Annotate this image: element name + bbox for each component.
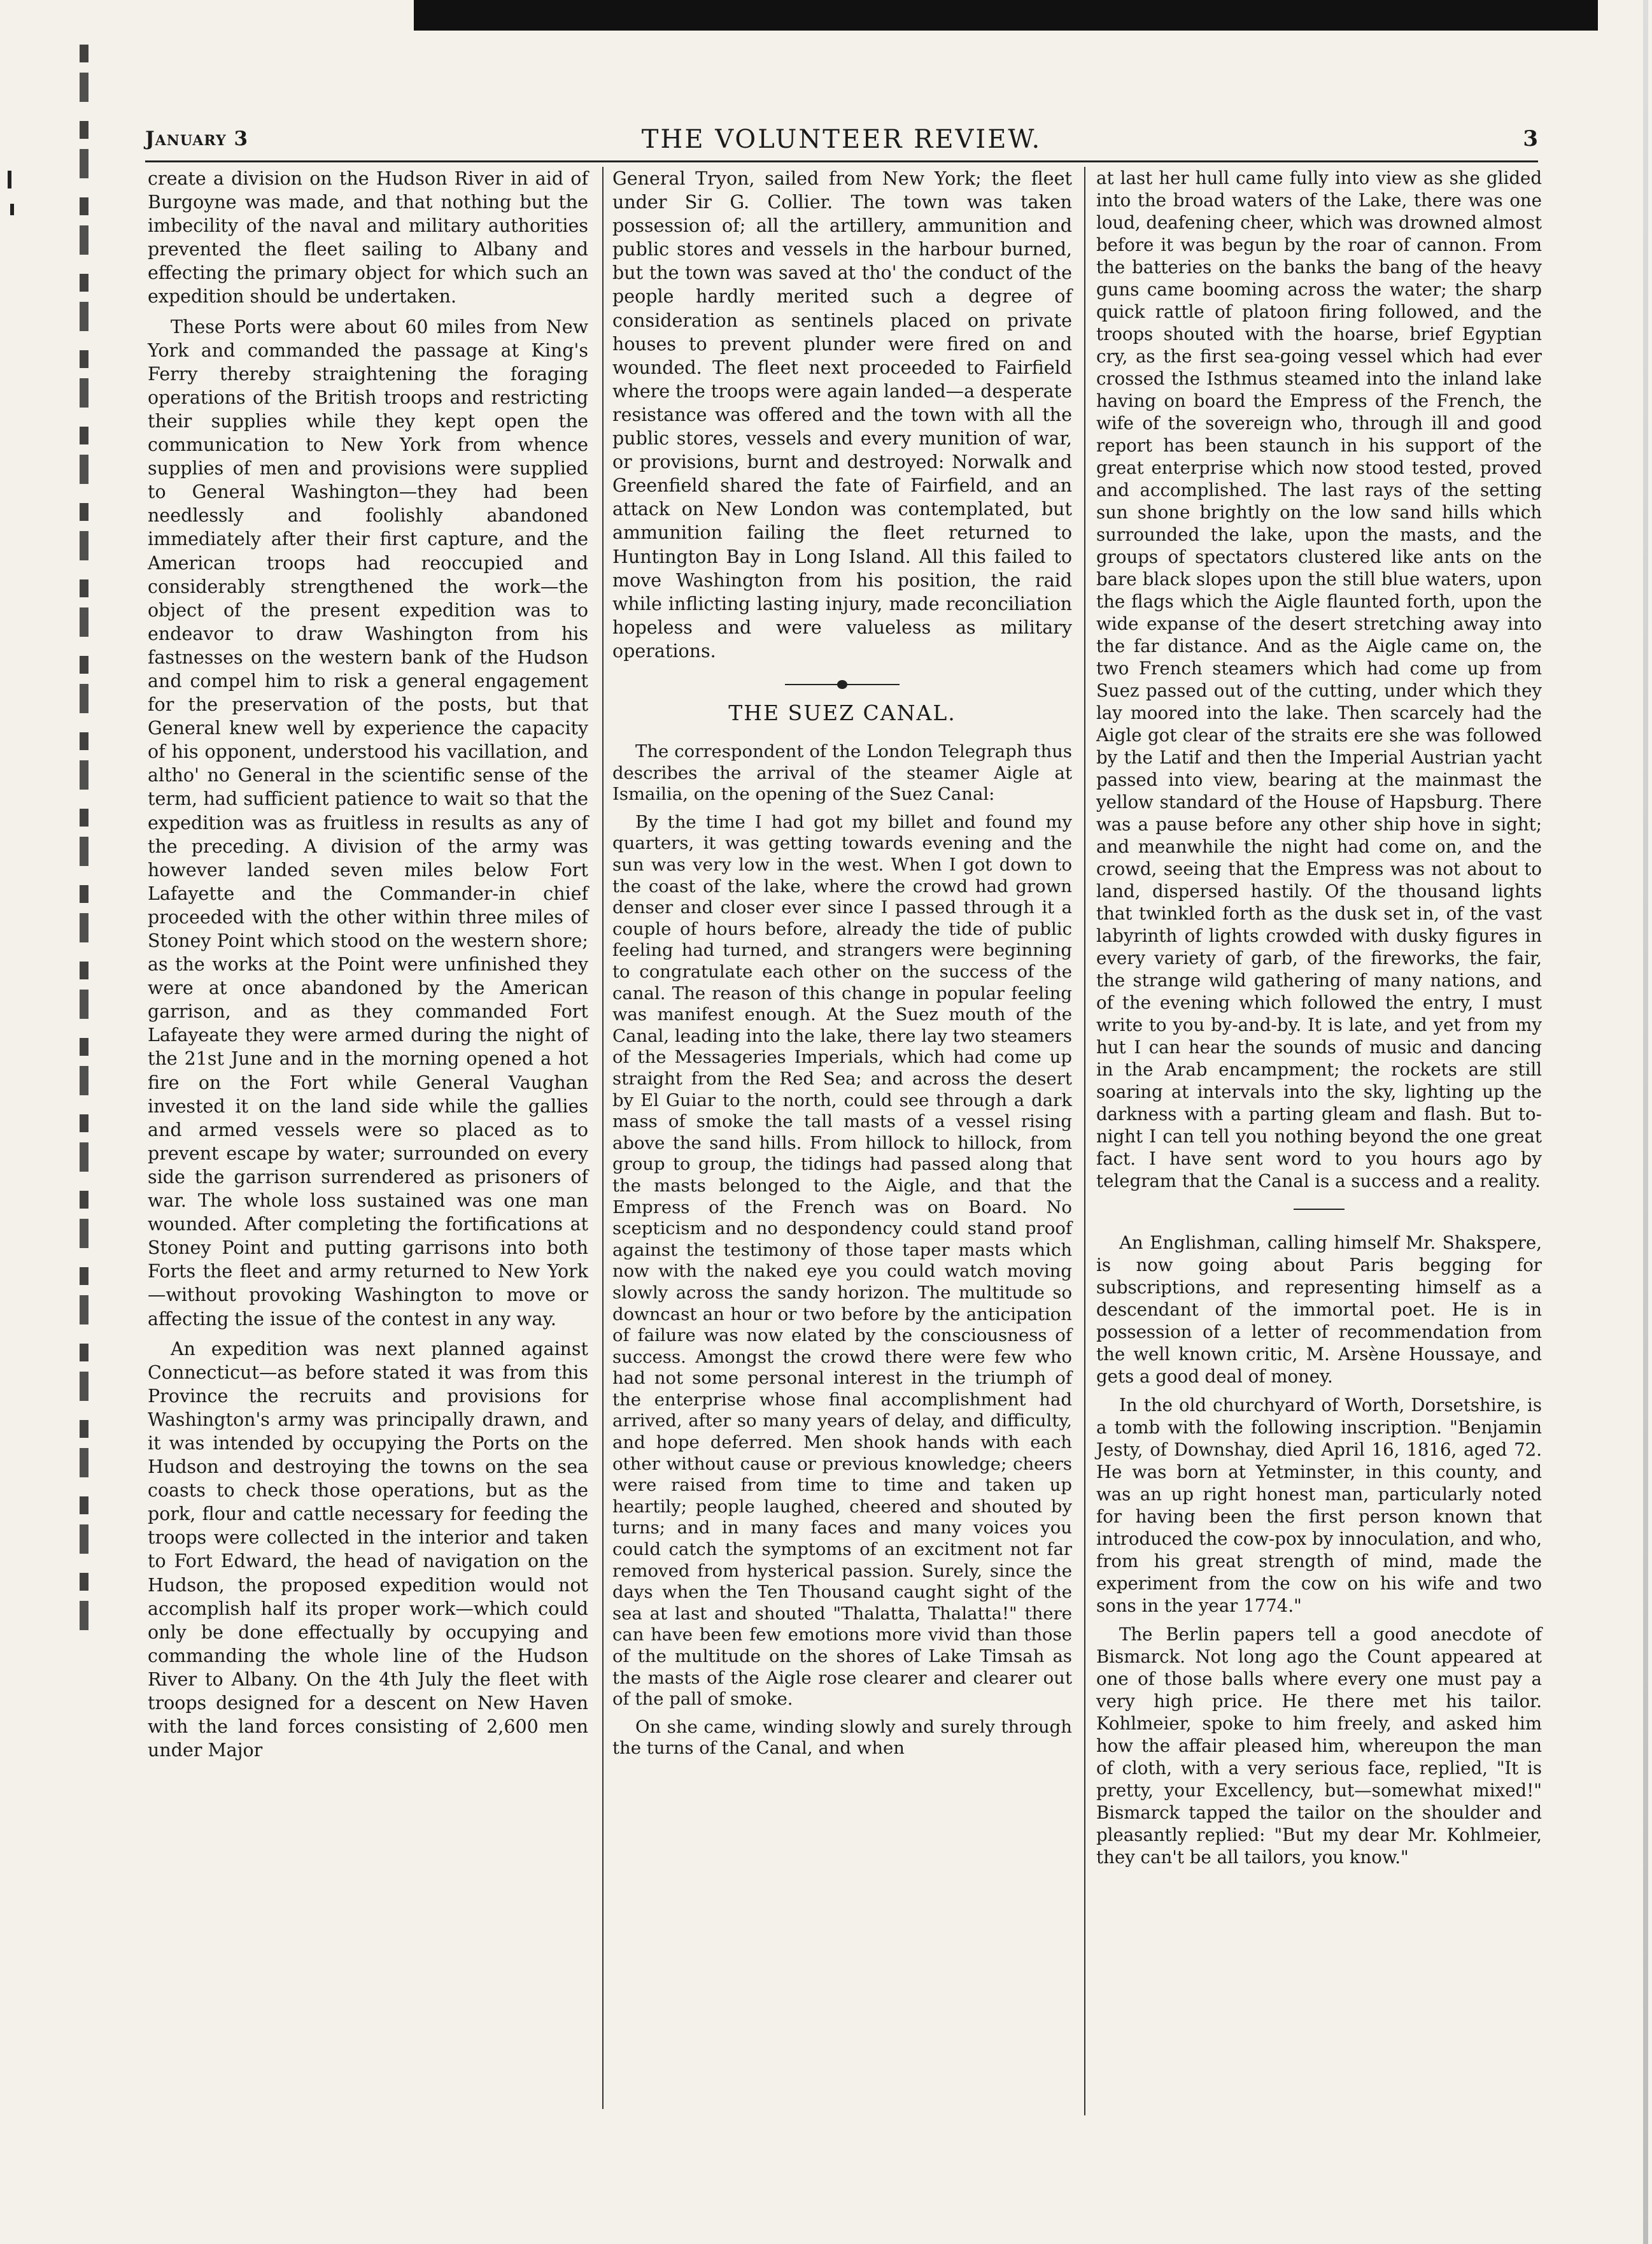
section-title: THE SUEZ CANAL. bbox=[728, 700, 956, 725]
article-paragraph: at last her hull came fully into view as she glided into the broad waters of the Lake, there was one loud, deafening cheer, which was drowned almost before it was begun by the roar of cannon. From the batteries on the banks the bang of the heavy guns came booming across the water; the sharp quick rattle of platoon firing followed, and the troops shouted with the hoarse, brief Egyptian cry, as the first sea-going vessel which had ever crossed the Isthmus steamed into the inland lake having on board the Empress of the French, the wife of the sovereign who, through ill and good report has been staunch in his support of the great enterprise which now stood tested, proved and accomplished. The last rays of the setting sun shone brightly on the low sand hills which surrounded the lake, upon the masts, and the groups of spectators clustered like ants on the bare black slopes upon the still blue waters, upon the flags which the Aigle flaunted forth, upon the wide expanse of the desert stretching away into the far distance. And as the Aigle came on, the two French steamers which had come up from Suez passed out of the cutting, under which they lay moored into the lake. Then scarcely had the Aigle got clear of the straits ere she was followed by the Latif and then the Imperial Austrian yacht passed into view, bearing at the mainmast the yellow standard of the House of Hapsburg. There was a pause before any other ship hove in sight; and meanwhile the night had come on, and the crowd, seeing that the Empress was not about to land, dispersed hastily. Of the thousand lights that twinkled forth as the dusk set in, of the vast labyrinth of lights crowded with dusky figures in every variety of garb, of the fireworks, the fair, the strange wild gathering of many nations, and of the evening which followed the entry, I must write to you by-and-by. It is late, and yet from my hut I can hear the sounds of music and dancing in the Arab encampment; the rockets are still soaring at intervals into the sky, lighting up the darkness with a parting gleam and flash. But to-night I can tell you nothing beyond the one great fact. I have sent word to you hours ago by telegram that the Canal is a success and a reality. bbox=[1096, 167, 1542, 1191]
article-paragraph: These Ports were about 60 miles from New York and commanded the passage at King's Ferry thereby straightening the foraging operations of the British troops and restricting their supplies while they kept open the communication to New York from whence supplies of men and provisions were supplied to General Washington—they had been needlessly and foolishly abandoned immediately after their first capture, and the American troops had reoccupied and considerably strengthened the work—the object of the present expedition was to endeavor to draw Washington from his fastnesses on the western bank of the Hudson and compel him to risk a general engagement for the preservation of the posts, but that General knew well by experience the capacity of his opponent, understood his vacillation, and altho' no General in the scientific sense of the term, had sufficient patience to wait so that the expedition was as fruitless in results as any of the preceding. A division of the army was however landed seven miles below Fort Lafayette and the Commander-in chief proceeded with the other within three miles of Stoney Point which stood on the western shore; as the works at the Point were unfinished they were at once abandoned by the American garrison, and as they commanded Fort Lafayeate they were armed during the night of the 21st June and in the morning opened a hot fire on the Fort while General Vaughan invested it on the land side while the gallies and armed vessels were so placed as to prevent escape by water; surrounded on every side the garrison surrendered as prisoners of war. The whole loss sustained was one man wounded. After completing the fortifications at Stoney Point and putting garrisons into both Forts the fleet and army returned to New York—without provoking Washington to move or affecting the issue of the contest in any way. bbox=[148, 316, 588, 1330]
scan-left-edge bbox=[80, 45, 88, 1637]
scan-margin-mark bbox=[8, 171, 11, 188]
scan-margin-mark bbox=[10, 204, 14, 215]
column-3 bbox=[1096, 167, 1542, 1875]
header-page-number: 3 bbox=[1523, 126, 1538, 152]
header-rule bbox=[145, 160, 1538, 162]
scan-top-bar bbox=[414, 0, 1598, 31]
news-item: In the old churchyard of Worth, Dorsetshire, is a tomb with the following inscription. "Benjamin Jesty, of Downshay, died April 16, 1816, aged 72. He was born at Yetminster, in this county, and was an up right honest man, particularly noted for having been the first person known that introduced the cow-pox by innoculation, and who, from his great strength of mind, made the experiment from the cow on his wife and two sons in the year 1774." bbox=[1096, 1395, 1542, 1616]
news-item: The Berlin papers tell a good anecdote of Bismarck. Not long ago the Count appeared at one of those balls where every one must pay a very high price. He there met his tailor. Kohlmeier, spoke to him freely, and asked him how the affair pleased him, whereupon the man of cloth, with a very serious face, replied, "It is pretty, your Excellency, but—somewhat mixed!" Bismarck tapped the tailor on the shoulder and pleasantly replied: "But my dear Mr. Kohlmeier, they can't be all tailors, you know." bbox=[1096, 1624, 1542, 1868]
section-ornament bbox=[785, 677, 900, 692]
scan-right-edge bbox=[1643, 0, 1648, 2244]
separator-rule bbox=[1294, 1209, 1345, 1210]
page-header bbox=[145, 120, 1538, 158]
article-paragraph: General Tryon, sailed from New York; the fleet under Sir G. Collier. The town was taken possession of; all the artillery, ammunition and public stores and vessels in the harbour burned, but the town was saved at tho' the conduct of the people hardly merited such a degree of consideration as sentinels placed on private houses to prevent plunder were fired on and wounded. The fleet next proceeded to Fairfield where the troops were again landed—a desperate resistance was offered and the town with all the public stores, vessels and every munition of war, or provisions, burnt and destroyed: Norwalk and Greenfield shared the fate of Fairfield, and an attack on New London was contemplated, but ammunition failing the fleet returned to Huntington Bay in Long Island. All this failed to move Washington from his position, the raid while inflicting lasting injury, made reconciliation hopeless and were valueless as military operations. bbox=[612, 168, 1072, 662]
column-2 bbox=[612, 167, 1072, 1766]
article-paragraph: create a division on the Hudson River in aid of Burgoyne was made, and that nothing but the imbecility of the naval and military authorities prevented the fleet sailing to Albany and effecting the primary object for which such an expedition should be undertaken. bbox=[148, 168, 588, 308]
article-intro: The correspondent of the London Telegraph thus describes the arrival of the steamer Aigle at Ismailia, on the opening of the Suez Canal: bbox=[612, 741, 1072, 805]
article-paragraph: On she came, winding slowly and surely through the turns of the Canal, and when bbox=[612, 1716, 1072, 1759]
header-date: January 3 bbox=[145, 127, 249, 150]
article-paragraph: An expedition was next planned against Connecticut—as before stated it was from this Province the recruits and provisions for Washington's army was principally drawn, and it was intended by occupying the Ports on the Hudson and destroying the towns on the sea coasts to check those operations, but as the pork, flour and cattle necessary for feeding the troops were collected in the interior and taken to Fort Edward, the head of navigation on the Hudson, the proposed expedition would not accomplish half its proper work—which could only be done effectually by occupying and commanding the whole line of the Hudson River to Albany. On the 4th July the fleet with troops designed for a descent on New Haven with the land forces consisting of 2,600 men under Major bbox=[148, 1338, 588, 1761]
column-1 bbox=[148, 167, 588, 1768]
column-divider bbox=[602, 167, 604, 2109]
header-title: THE VOLUNTEER REVIEW. bbox=[641, 125, 1042, 154]
news-item: An Englishman, calling himself Mr. Shakspere, is now going about Paris begging for subscriptions, and representing himself as a descendant of the immortal poet. He is in possession of a letter of recommendation from the well known critic, M. Arsène Houssaye, and gets a good deal of money. bbox=[1096, 1232, 1542, 1387]
column-divider bbox=[1084, 167, 1085, 2115]
article-paragraph: By the time I had got my billet and found my quarters, it was getting towards evening and the sun was very low in the west. When I got down to the coast of the lake, where the crowd had grown denser and closer ever since I passed through it a couple of hours before, already the tide of public feeling had turned, and strangers were beginning to congratulate each other on the success of the canal. The reason of this change in popular feeling was manifest enough. At the Suez mouth of the Canal, leading into the lake, there lay two steamers of the Messageries Imperials, which had come up straight from the Red Sea; and across the desert by El Guiar to the north, could see through a dark mass of smoke the tall masts of a vessel rising above the sand hills. From hillock to hillock, from group to group, the tidings had passed along that the masts belonged to the Aigle, and that the Empress of the French was on Board. No scepticism and no despondency could stand proof against the testimony of those taper masts which now with the naked eye you could watch moving slowly across the sandy horizon. The multitude so downcast an hour or two before by the anticipation of failure was now elated by the consciousness of success. Amongst the crowd there were few who had not some personal interest in the triumph of the enterprise whose final accomplishment had arrived, after so many years of delay, and difficulty, and hope deferred. Men shook hands with each other without cause or previous knowledge; cheers were raised from time to time and taken up heartily; people laughed, cheered and shouted by turns; and in many faces and many voices you could catch the symptoms of an excitment not far removed from hysterical passion. Surely, since the days when the Ten Thousand caught sight of the sea at last and shouted "Thalatta, Thalatta!" there can have been few emotions more vivid than those of the multitude on the shores of Lake Timsah as the masts of the Aigle rose clearer and clearer out of the pall of smoke. bbox=[612, 811, 1072, 1710]
